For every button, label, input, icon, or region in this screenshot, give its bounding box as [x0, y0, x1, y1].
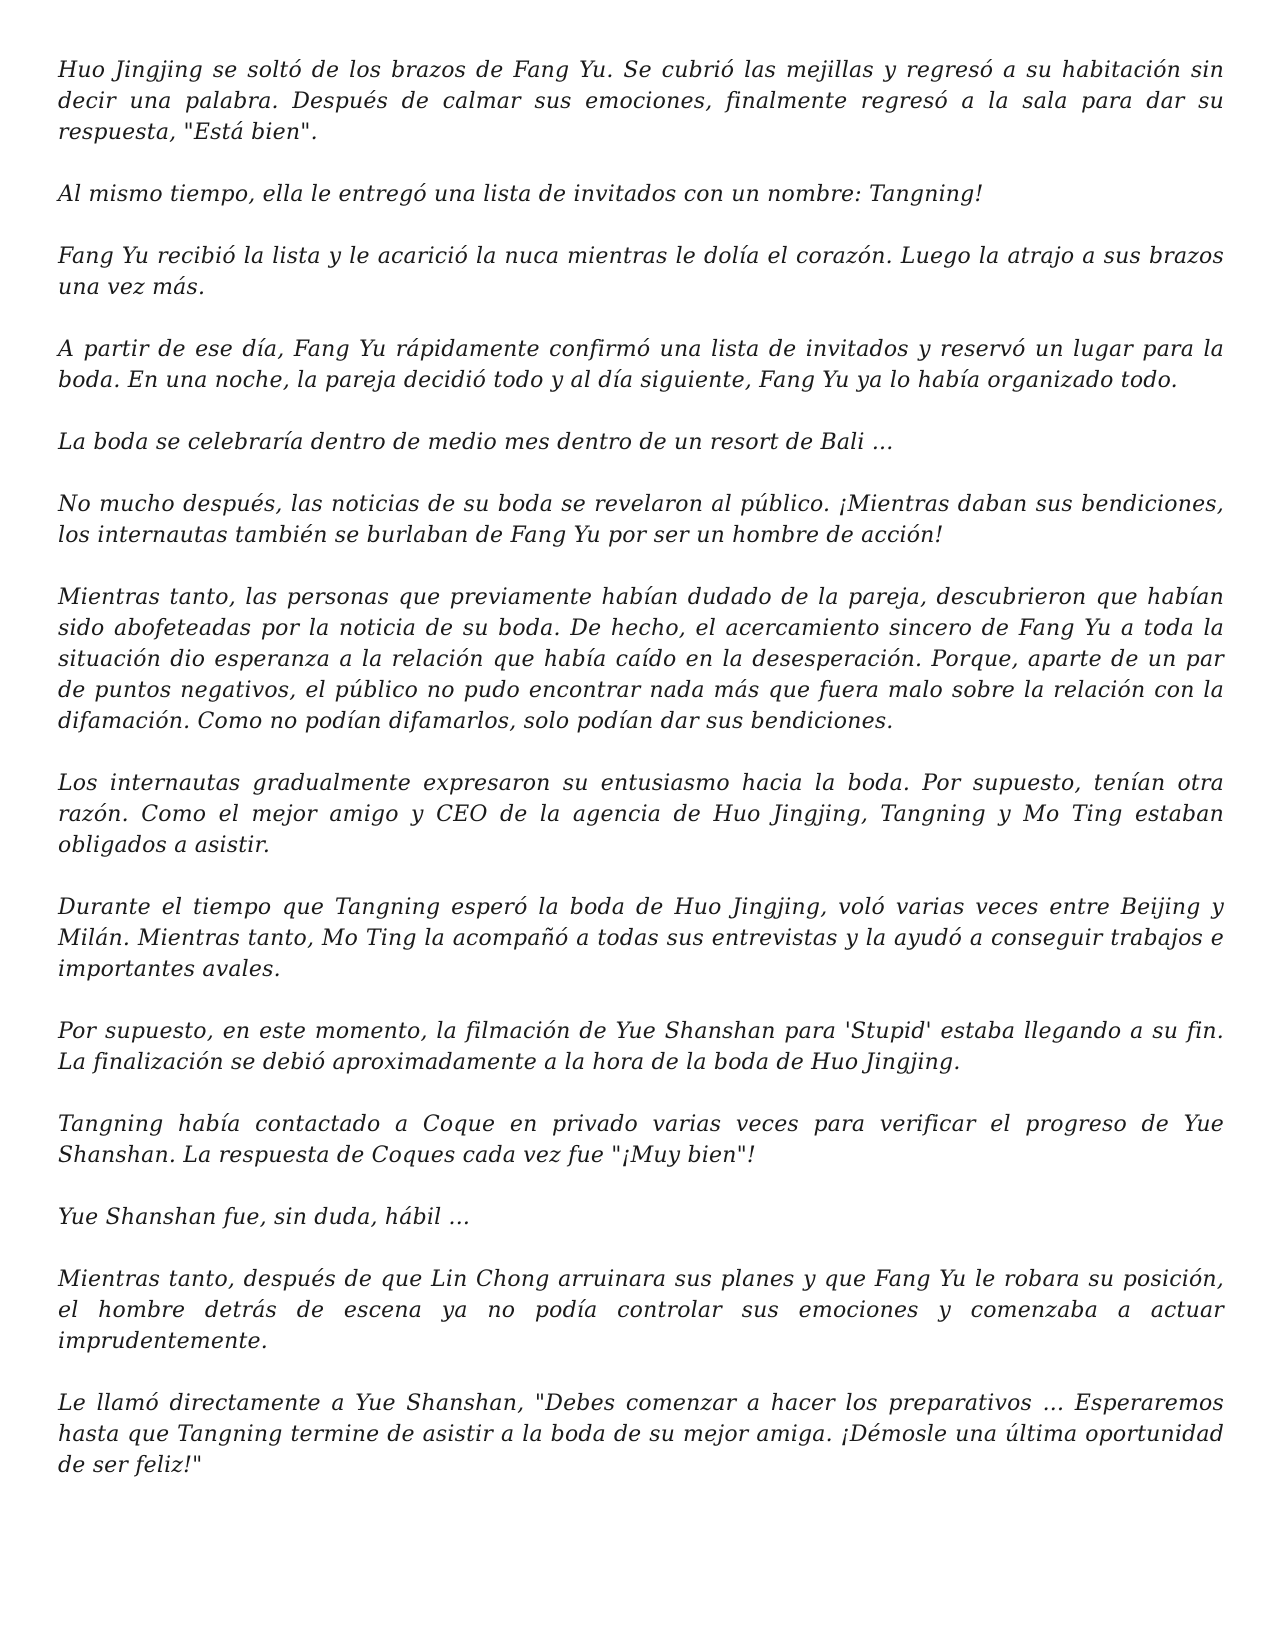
paragraph: Huo Jingjing se soltó de los brazos de Fang Yu. Se cubrió las mejillas y regresó a su habitación sin decir una palabra. Después de calmar sus emociones, finalmente regresó a la sala para dar su respuesta, "Está bien".	[58, 58, 1224, 145]
paragraph: No mucho después, las noticias de su boda se revelaron al público. ¡Mientras daban sus bendiciones, los internautas también se burlaban de Fang Yu por ser un hombre de acción!	[58, 492, 1224, 548]
paragraph: Mientras tanto, después de que Lin Chong arruinara sus planes y que Fang Yu le robara su posición, el hombre detrás de escena ya no podía controlar sus emociones y comenzaba a actuar imprudentemente.	[58, 1267, 1224, 1354]
paragraph: Al mismo tiempo, ella le entregó una lista de invitados con un nombre: Tangning!	[58, 182, 984, 207]
paragraph: Yue Shanshan fue, sin duda, hábil ...	[58, 1205, 471, 1230]
document-page	[58, 55, 1224, 1512]
paragraph: Mientras tanto, las personas que previamente habían dudado de la pareja, descubrieron que habían sido abofeteadas por la noticia de su boda. De hecho, el acercamiento sincero de Fang Yu a toda la situación dio esperanza a la relación que había caído en la desesperación. Porque, aparte de un par de puntos negativos, el público no pudo encontrar nada más que fuera malo sobre la relación con la difamación. Como no podían difamarlos, solo podían dar sus bendiciones.	[58, 585, 1224, 734]
paragraph: A partir de ese día, Fang Yu rápidamente confirmó una lista de invitados y reservó un lugar para la boda. En una noche, la pareja decidió todo y al día siguiente, Fang Yu ya lo había organizado todo.	[58, 337, 1224, 393]
paragraph: Durante el tiempo que Tangning esperó la boda de Huo Jingjing, voló varias veces entre Beijing y Milán. Mientras tanto, Mo Ting la acompañó a todas sus entrevistas y la ayudó a conseguir trabajos e importantes avales.	[58, 895, 1224, 982]
paragraph: Fang Yu recibió la lista y le acarició la nuca mientras le dolía el corazón. Luego la atrajo a sus brazos una vez más.	[58, 244, 1224, 300]
paragraph: Tangning había contactado a Coque en privado varias veces para verificar el progreso de Yue Shanshan. La respuesta de Coques cada vez fue "¡Muy bien"!	[58, 1112, 1224, 1168]
paragraph: Por supuesto, en este momento, la filmación de Yue Shanshan para 'Stupid' estaba llegando a su fin. La finalización se debió aproximadamente a la hora de la boda de Huo Jingjing.	[58, 1019, 1224, 1075]
paragraph: La boda se celebraría dentro de medio mes dentro de un resort de Bali ...	[58, 430, 894, 455]
paragraph: Los internautas gradualmente expresaron su entusiasmo hacia la boda. Por supuesto, tenían otra razón. Como el mejor amigo y CEO de la agencia de Huo Jingjing, Tangning y Mo Ting estaban obligados a asistir.	[58, 771, 1224, 858]
paragraph: Le llamó directamente a Yue Shanshan, "Debes comenzar a hacer los preparativos ... Esperaremos hasta que Tangning termine de asistir a la boda de su mejor amiga. ¡Démosle una última oportunidad de ser feliz!"	[58, 1391, 1224, 1478]
